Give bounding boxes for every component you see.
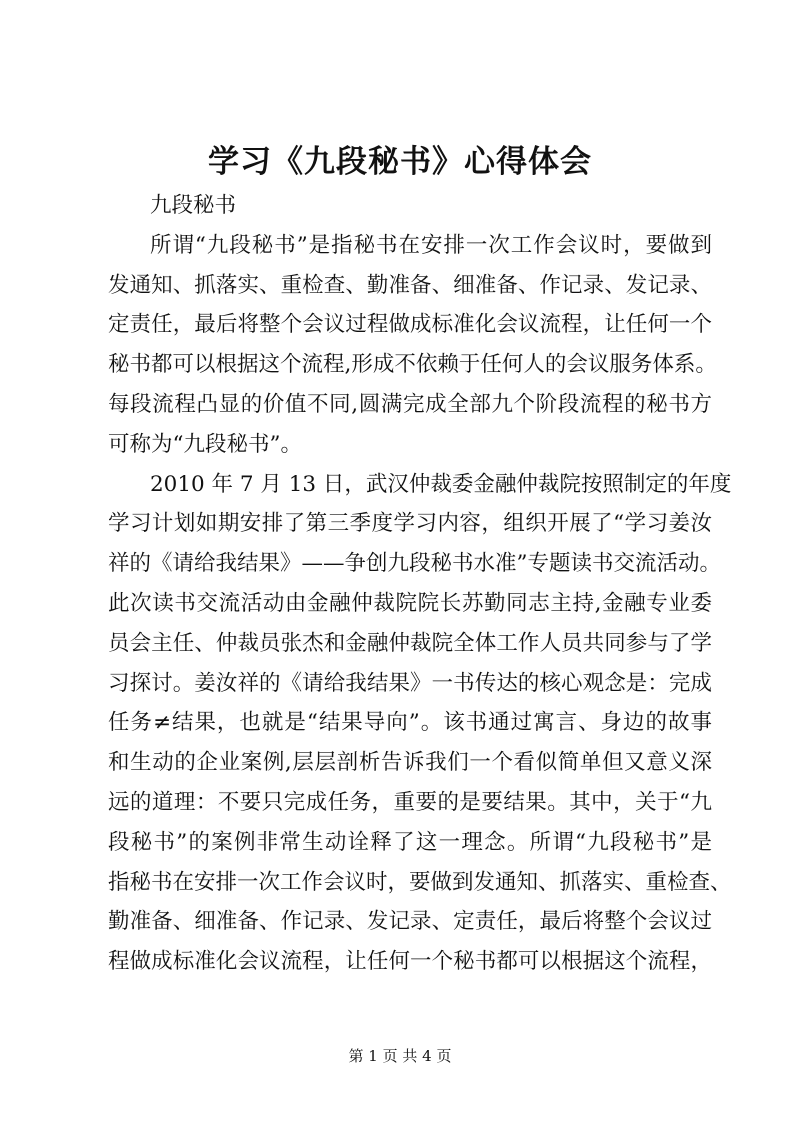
page-footer: 第 1 页 共 4 页	[348, 1047, 452, 1065]
body-line: 指秘书在安排一次工作会议时，要做到发通知、抓落实、重检查、	[108, 869, 732, 895]
document-body	[108, 186, 732, 982]
document-title: 学习《九段秘书》心得体会	[208, 144, 592, 180]
body-line: 可称为“九段秘书”。	[108, 431, 302, 457]
section-heading: 九段秘书	[150, 193, 237, 218]
body-line: 勤准备、细准备、作记录、发记录、定责任，最后将整个会议过	[108, 909, 712, 935]
body-line: 习探讨。姜汝祥的《请给我结果》一书传达的核心观念是：完成	[108, 670, 712, 696]
body-line: 定责任，最后将整个会议过程做成标准化会议流程，让任何一个	[108, 312, 712, 338]
body-line: 学习计划如期安排了第三季度学习内容，组织开展了“学习姜汝	[108, 511, 712, 537]
body-line: 秘书都可以根据这个流程,形成不依赖于任何人的会议服务体系。	[108, 352, 717, 378]
body-line: 任务≠结果，也就是“结果导向”。该书通过寓言、身边的故事	[108, 710, 712, 736]
body-line: 发通知、抓落实、重检查、勤准备、细准备、作记录、发记录、	[108, 272, 712, 298]
body-line: 和生动的企业案例,层层剖析告诉我们一个看似简单但又意义深	[108, 750, 712, 776]
body-line: 员会主任、仲裁员张杰和金融仲裁院全体工作人员共同参与了学	[108, 630, 712, 656]
body-line: 所谓“九段秘书”是指秘书在安排一次工作会议时，要做到	[150, 232, 712, 258]
body-line: 此次读书交流活动由金融仲裁院院长苏勤同志主持,金融专业委	[108, 590, 712, 616]
body-line: 远的道理：不要只完成任务，重要的是要结果。其中，关于“九	[108, 789, 712, 815]
body-line: 每段流程凸显的价值不同,圆满完成全部九个阶段流程的秘书方	[108, 391, 712, 417]
body-line: 2010 年 7 月 13 日，武汉仲裁委金融仲裁院按照制定的年度	[150, 471, 732, 497]
body-line: 段秘书”的案例非常生动诠释了这一理念。所谓“九段秘书”是	[108, 829, 712, 855]
body-line: 程做成标准化会议流程，让任何一个秘书都可以根据这个流程，	[108, 949, 712, 975]
body-line: 祥的《请给我结果》——争创九段秘书水准”专题读书交流活动。	[108, 551, 721, 577]
